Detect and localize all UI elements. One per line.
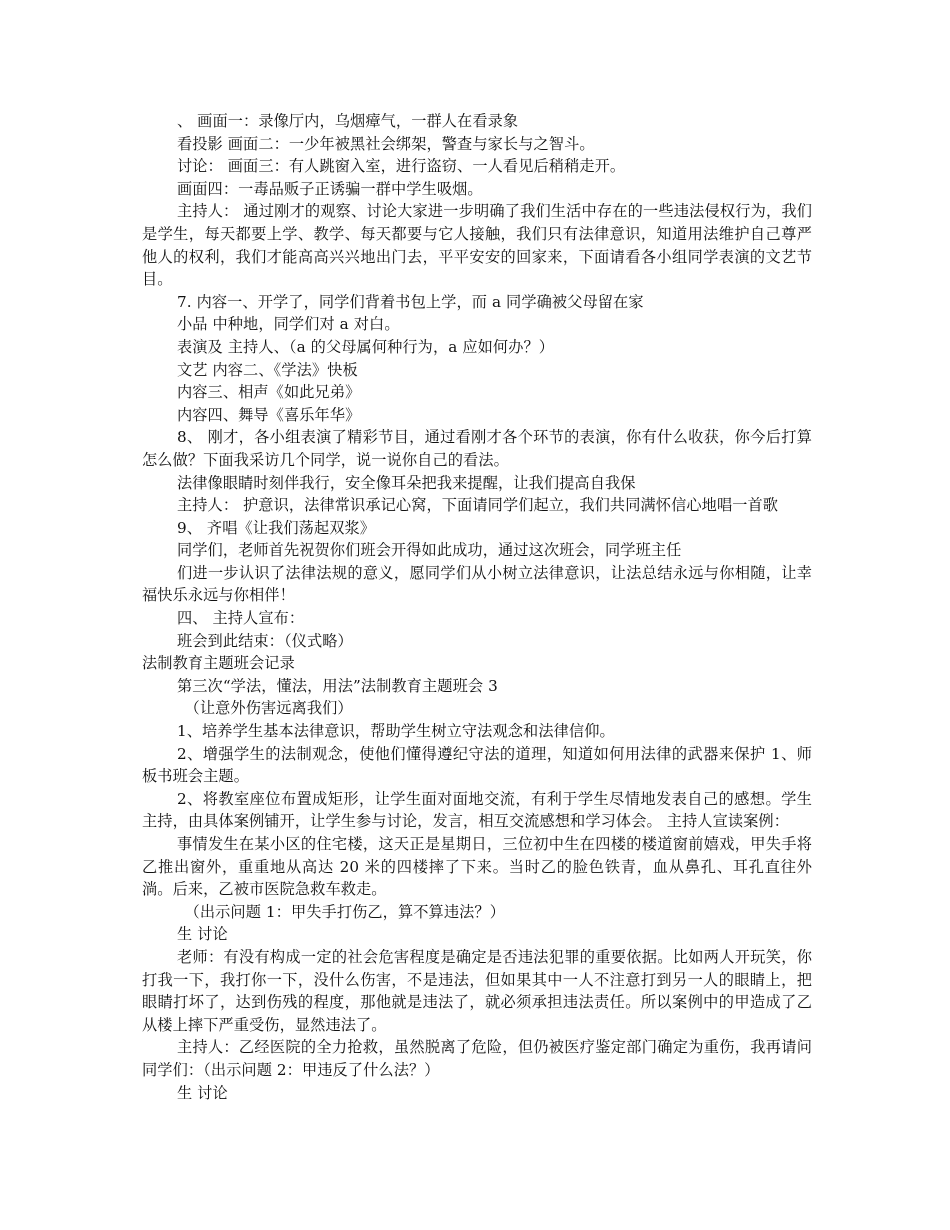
paragraph-sketch: 小品 中种地，同学们对 a 对白。 <box>176 315 400 334</box>
student-discussion-1: 生 讨论 <box>176 925 228 944</box>
paragraph-law-eyes: 法律像眼睛时刻伴我行，安全像耳朵把我来提醒，让我们提高自我保 <box>176 473 636 492</box>
paragraph-host-1: 主持人： 通过刚才的观察、讨论大家进一步明确了我们生活中存在的一些违法侵权行为，我们是学生，每天都要上学、教学、每天都要与它人接触，我们只有法律意识，知道用法维护自己尊严他人的权利，我们才能高高兴兴地出门去，平平安安的回家来，下面请看各小组同学表演的文艺节目。 <box>142 202 812 289</box>
paragraph-scene-2: 看投影 画面二：一少年被黑社会绑架，警查与家长与之智斗。 <box>176 134 595 153</box>
paragraph-content-3: 内容三、相声《如此兄弟》 <box>176 383 361 402</box>
paragraph-meeting-end: 班会到此结束：（仪式略） <box>176 631 353 650</box>
goal-1: 1、培养学生基本法律意识，帮助学生树立守法观念和法律信仰。 <box>176 722 615 741</box>
paragraph-performance: 表演及 主持人、（a 的父母属何种行为，a 应如何办？） <box>176 337 555 356</box>
paragraph-step-4: 四、 主持人宣布： <box>176 609 305 628</box>
document-body <box>142 110 812 1104</box>
paragraph-step-7: 7. 内容一、开学了，同学们背着书包上学，而 a 同学确被父母留在家 <box>176 292 644 311</box>
paragraph-scene-1: 、 画面一：录像厅内，乌烟瘴气，一群人在看录象 <box>176 112 519 130</box>
paragraph-teacher-congrats: 同学们，老师首先祝贺你们班会开得如此成功，通过这次班会，同学班主任 <box>176 541 682 560</box>
question-1: （出示问题 1：甲失手打伤乙，算不算违法？） <box>184 902 505 921</box>
paragraph-content-4: 内容四、舞导《喜乐年华》 <box>176 405 361 424</box>
teacher-explanation: 老师：有没有构成一定的社会危害程度是确定是否违法犯罪的重要依据。比如两人开玩笑，你打我一下，我打你一下，没什么伤害，不是违法，但如果其中一人不注意打到另一人的眼睛上，把眼睛打坏了，达到伤残的程度，那他就是违法了，就必须承担违法责任。所以案例中的甲造成了乙从楼上摔下严重受伤，显然违法了。 <box>142 947 812 1034</box>
host-question-2: 主持人：乙经医院的全力抢救，虽然脱离了危险，但仍被医疗鉴定部门确定为重伤，我再请问同学们：（出示问题 2：甲违反了什么法？） <box>142 1038 812 1079</box>
paragraph-content-2: 文艺 内容二、《学法》快板 <box>176 360 358 379</box>
student-discussion-2: 生 讨论 <box>176 1083 228 1102</box>
case-description: 事情发生在某小区的住宅楼，这天正是星期日，三位初中生在四楼的楼道窗前嬉戏，甲失手将乙推出窗外，重重地从高达 20 米的四楼摔了下来。当时乙的脸色铁青，血从鼻孔、耳孔直往外淌。后来，乙被市医院急救车救走。 <box>142 835 812 899</box>
goal-2: 2、增强学生的法制观念，使他们懂得遵纪守法的道理，知道如何用法律的武器来保护 1、师 板书班会主题。 <box>142 744 812 786</box>
meeting-title: 第三次“学法，懂法，用法”法制教育主题班会 3 <box>176 676 498 695</box>
paragraph-summary: 们进一步认识了法律法规的意义，愿同学们从小树立法律意识，让法总结永远与你相随，让幸福快乐永远与你相伴！ <box>142 563 812 605</box>
paragraph-scene-3: 讨论： 画面三：有人跳窗入室，进行盗窃、一人看见后稍稍走开。 <box>176 157 626 176</box>
preparation-2: 2、将教室座位布置成矩形，让学生面对面地交流，有利于学生尽情地发表自己的感想。学生主持，由具体案例铺开，让学生参与讨论，发言，相互交流感想和学习体会。 主持人宣读案例： <box>142 789 812 831</box>
section-heading: 法制教育主题班会记录 <box>142 654 295 673</box>
paragraph-host-2: 主持人： 护意识，法律常识承记心窝，下面请同学们起立，我们共同满怀信心地唱一首歌 <box>176 496 779 515</box>
meeting-subtitle: （让意外伤害远离我们） <box>184 699 353 718</box>
paragraph-step-9: 9、 齐唱《让我们荡起双浆》 <box>176 518 376 537</box>
paragraph-scene-4: 画面四：一毒品贩子正诱骗一群中学生吸烟。 <box>176 179 483 198</box>
paragraph-step-8: 8、 刚才，各小组表演了精彩节目，通过看刚才各个环节的表演，你有什么收获，你今后打算怎么做？下面我采访几个同学，说一说你自己的看法。 <box>142 428 812 469</box>
